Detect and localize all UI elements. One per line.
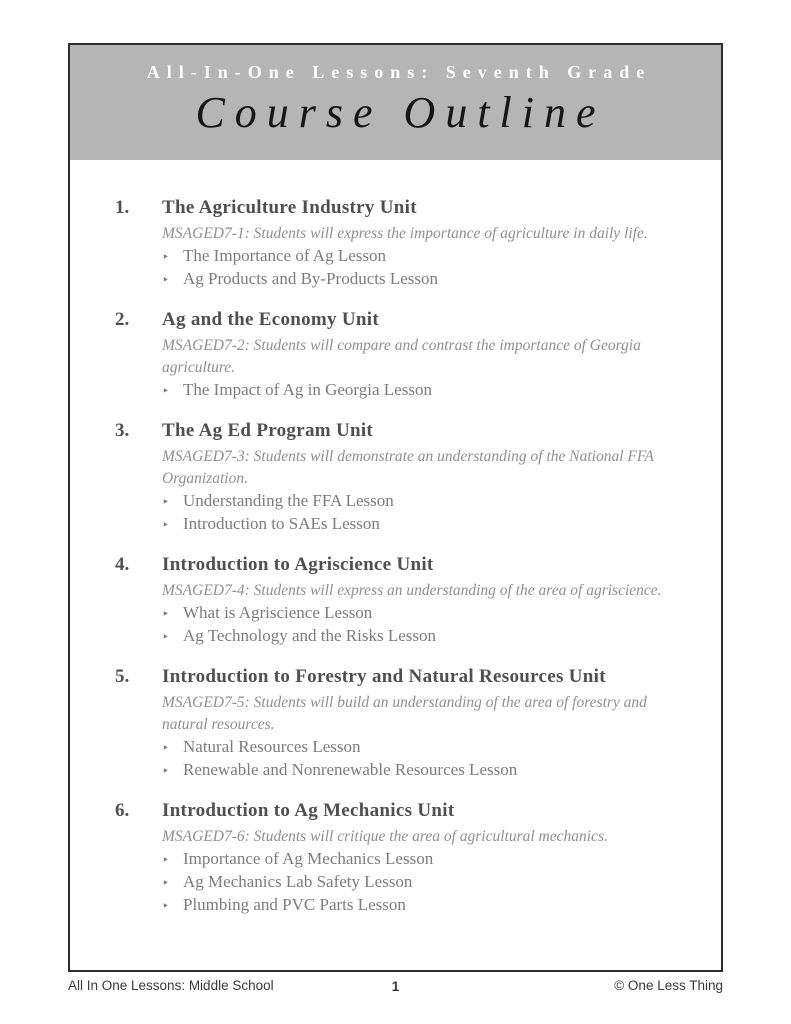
triangle-bullet-icon: ‣ xyxy=(162,899,170,913)
lesson-item xyxy=(162,379,693,402)
unit-number: 2. xyxy=(115,309,130,330)
triangle-bullet-icon: ‣ xyxy=(162,853,170,867)
triangle-bullet-icon: ‣ xyxy=(162,495,170,509)
triangle-bullet-icon: ‣ xyxy=(162,741,170,755)
page-number: 1 xyxy=(391,978,400,994)
lesson-item xyxy=(162,759,693,782)
unit-section-4 xyxy=(115,553,693,648)
series-title: All-In-One Lessons: Seventh Grade xyxy=(146,62,652,82)
unit-title: The Agriculture Industry Unit xyxy=(162,197,417,218)
lesson-item xyxy=(162,245,693,268)
unit-section-2 xyxy=(115,308,693,402)
lesson-item xyxy=(162,736,693,759)
unit-title: Introduction to Ag Mechanics Unit xyxy=(162,800,455,821)
lesson-item xyxy=(162,848,693,871)
lesson-title: The Impact of Ag in Georgia Lesson xyxy=(183,380,432,399)
lesson-title: What is Agriscience Lesson xyxy=(183,603,373,622)
unit-standard: MSAGED7-1: Students will express the importance of agriculture in daily life. xyxy=(162,225,648,242)
lesson-title: Renewable and Nonrenewable Resources Lesson xyxy=(183,760,518,779)
document-border-box xyxy=(68,43,723,972)
lesson-item xyxy=(162,490,693,513)
unit-title: The Ag Ed Program Unit xyxy=(162,420,374,441)
unit-title: Introduction to Forestry and Natural Resources Unit xyxy=(162,666,606,687)
footer-copyright: © One Less Thing xyxy=(614,978,723,993)
triangle-bullet-icon: ‣ xyxy=(162,384,170,398)
unit-number: 3. xyxy=(115,420,130,441)
unit-section-3 xyxy=(115,419,693,536)
page-title: Course Outline xyxy=(195,88,606,137)
triangle-bullet-icon: ‣ xyxy=(162,250,170,264)
unit-standard: MSAGED7-4: Students will express an understanding of the area of agriscience. xyxy=(162,582,662,599)
lesson-item xyxy=(162,268,693,291)
unit-standard: MSAGED7-6: Students will critique the area of agricultural mechanics. xyxy=(162,828,608,845)
unit-number: 1. xyxy=(115,197,130,218)
header-banner xyxy=(70,45,721,160)
lesson-title: Understanding the FFA Lesson xyxy=(183,491,394,510)
unit-number: 5. xyxy=(115,666,130,687)
lesson-item xyxy=(162,625,693,648)
lesson-title: Importance of Ag Mechanics Lesson xyxy=(183,849,434,868)
lesson-item xyxy=(162,513,693,536)
lesson-title: Ag Products and By-Products Lesson xyxy=(183,269,438,288)
triangle-bullet-icon: ‣ xyxy=(162,273,170,287)
unit-section-6 xyxy=(115,799,693,917)
lesson-title: Introduction to SAEs Lesson xyxy=(183,514,380,533)
triangle-bullet-icon: ‣ xyxy=(162,876,170,890)
unit-standard: MSAGED7-2: Students will compare and contrast the importance of Georgia agriculture. xyxy=(162,337,641,376)
lesson-title: Ag Technology and the Risks Lesson xyxy=(183,626,436,645)
unit-title: Introduction to Agriscience Unit xyxy=(162,554,434,575)
lesson-title: The Importance of Ag Lesson xyxy=(183,246,386,265)
lesson-title: Plumbing and PVC Parts Lesson xyxy=(183,895,406,914)
triangle-bullet-icon: ‣ xyxy=(162,518,170,532)
lesson-item xyxy=(162,894,693,917)
unit-section-1 xyxy=(115,196,693,291)
unit-number: 6. xyxy=(115,800,130,821)
footer-series-label: All In One Lessons: Middle School xyxy=(68,978,274,993)
course-outline-list xyxy=(70,160,721,917)
lesson-title: Natural Resources Lesson xyxy=(183,737,361,756)
triangle-bullet-icon: ‣ xyxy=(162,630,170,644)
unit-standard: MSAGED7-3: Students will demonstrate an understanding of the National FFA Organization. xyxy=(162,448,654,487)
unit-section-5 xyxy=(115,665,693,782)
triangle-bullet-icon: ‣ xyxy=(162,764,170,778)
lesson-item xyxy=(162,871,693,894)
unit-standard: MSAGED7-5: Students will build an understanding of the area of forestry and natural resources. xyxy=(162,694,647,733)
lesson-item xyxy=(162,602,693,625)
lesson-title: Ag Mechanics Lab Safety Lesson xyxy=(183,872,413,891)
triangle-bullet-icon: ‣ xyxy=(162,607,170,621)
unit-title: Ag and the Economy Unit xyxy=(162,309,379,330)
unit-number: 4. xyxy=(115,554,130,575)
